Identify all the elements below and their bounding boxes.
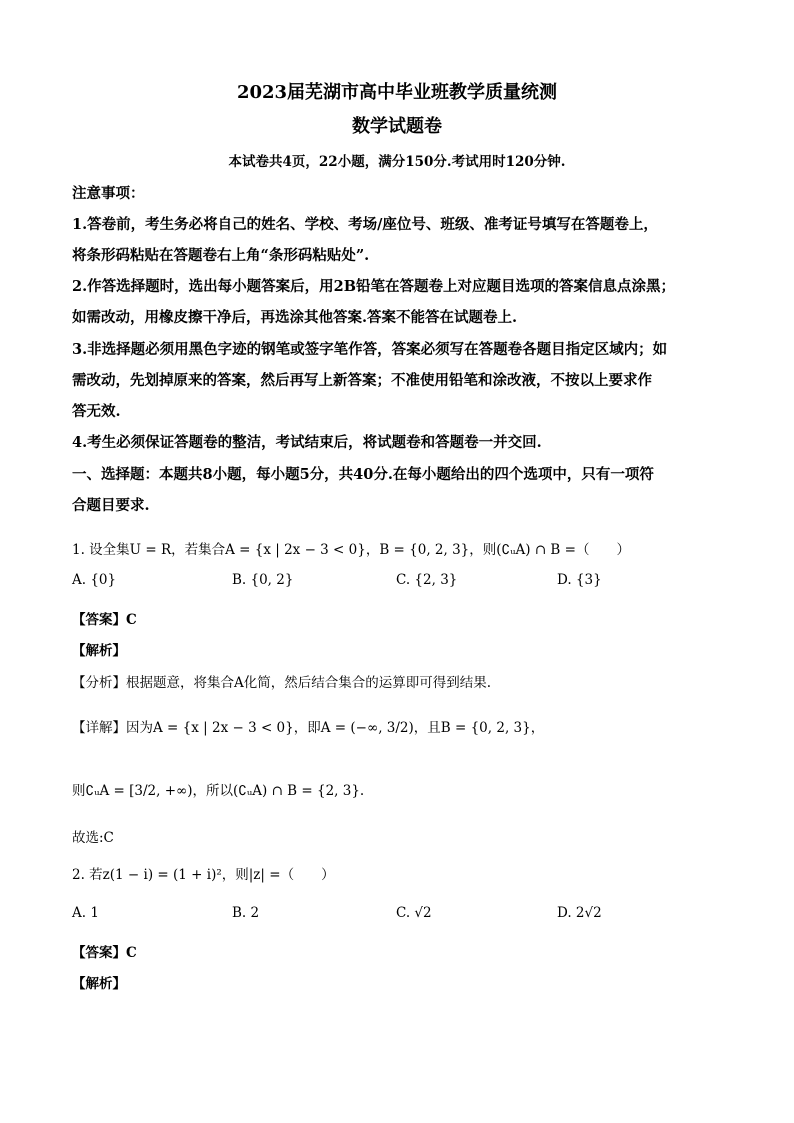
question-2-option-d: D. 2√2 [557, 905, 602, 921]
notice-line: 如需改动，用橡皮擦干净后，再选涂其他答案.答案不能答在试题卷上. [72, 309, 518, 326]
question-2-option-c: C. √2 [396, 905, 432, 921]
notice-line: 1.答卷前，考生务必将自己的姓名、学校、考场/座位号、班级、准考证号填写在答题卷上， [72, 216, 658, 233]
question-2-option-b: B. 2 [232, 905, 260, 921]
notice-heading: 注意事项： [72, 185, 145, 202]
question-1-detail-line2: 则∁ᵤA = [3/2, +∞)，所以(∁ᵤA) ∩ B = {2, 3}. [72, 783, 365, 799]
question-1-fenxi: 【分析】根据题意，将集合A化简，然后结合集合的运算即可得到结果. [72, 675, 492, 691]
notice-line: 将条形码粘贴在答题卷右上角“条形码粘贴处”. [72, 247, 370, 264]
exam-subtitle: 数学试题卷 [352, 116, 442, 137]
question-1-option-c: C. {2, 3} [396, 572, 458, 588]
question-1-analysis-tag: 【解析】 [72, 643, 126, 659]
notice-line: 答无效. [72, 403, 121, 420]
exam-info: 本试卷共4页，22小题，满分150分.考试用时120分钟. [228, 154, 566, 170]
question-1-option-b: B. {0, 2} [232, 572, 294, 588]
question-2-option-a: A. 1 [72, 905, 99, 921]
exam-title: 2023届芜湖市高中毕业班教学质量统测 [236, 82, 558, 103]
notice-line: 3.非选择题必须用黑色字迹的钢笔或签字笔作答，答案必须写在答题卷各题目指定区域内；如 [72, 341, 668, 358]
question-1-answer: 【答案】C [72, 612, 137, 628]
section-heading: 一、选择题：本题共8小题，每小题5分，共40分.在每小题给出的四个选项中，只有一项符 [72, 466, 654, 483]
section-heading-cont: 合题目要求. [72, 497, 150, 514]
question-2-analysis-tag: 【解析】 [72, 976, 126, 992]
question-1-stem: 1. 设全集U = R，若集合A = {x | 2x − 3 < 0}，B = {0, 2, 3}，则(∁ᵤA) ∩ B =（ ） [72, 542, 630, 558]
question-2-answer: 【答案】C [72, 945, 137, 961]
notice-line: 需改动，先划掉原来的答案，然后再写上新答案；不准使用铅笔和涂改液，不按以上要求作 [72, 372, 652, 389]
question-2-stem: 2. 若z(1 − i) = (1 + i)²，则|z| =（ ） [72, 867, 335, 883]
question-1-option-a: A. {0} [72, 572, 117, 588]
question-1-option-d: D. {3} [557, 572, 602, 588]
notice-line: 2.作答选择题时，选出每小题答案后，用2B铅笔在答题卷上对应题目选项的答案信息点涂黑； [72, 278, 675, 295]
question-1-detail-line1: 【详解】因为A = {x | 2x − 3 < 0}，即A = (−∞, 3/2)，且B = {0, 2, 3}， [72, 720, 545, 736]
question-1-choice: 故选:C [72, 830, 114, 846]
notice-line: 4.考生必须保证答题卷的整洁，考试结束后，将试题卷和答题卷一并交回. [72, 434, 542, 451]
